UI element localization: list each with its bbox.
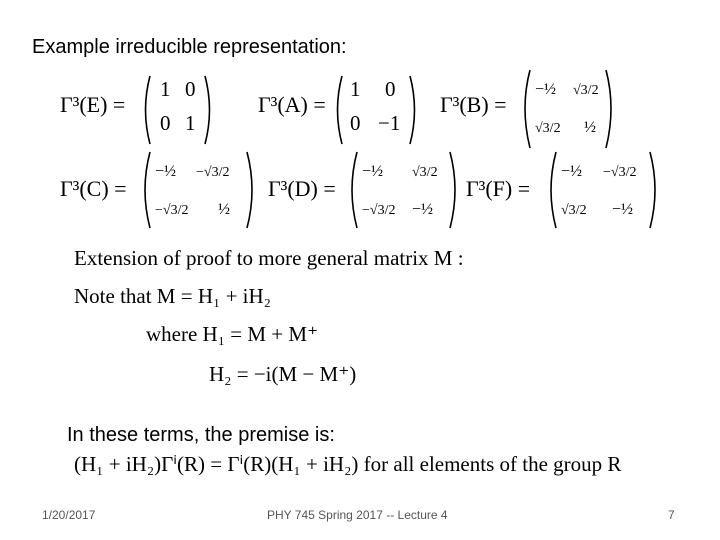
matrix-d-cell: −½: [412, 201, 434, 218]
matrix-c-label: Γ³(C) =: [60, 176, 127, 201]
matrix-c-cell: ½: [218, 201, 230, 218]
matrix-e-label: Γ³(E) =: [60, 92, 126, 117]
matrix-c: [60, 152, 252, 228]
matrix-a-cell: 0: [350, 111, 361, 135]
matrix-d: [268, 152, 455, 228]
matrix-c-cell: −√3/2: [155, 203, 189, 218]
bracket-left: [525, 70, 530, 148]
matrix-c-cell: −½: [155, 163, 177, 180]
bracket-right: [205, 76, 210, 144]
bracket-left: [145, 152, 150, 228]
matrix-e-cell: 1: [185, 111, 196, 135]
footer-page-number: 7: [668, 508, 675, 522]
matrix-f-cell: −½: [612, 201, 634, 218]
bracket-left: [146, 76, 151, 144]
matrix-f-cell: −½: [561, 163, 583, 180]
matrix-b-label: Γ³(B) =: [440, 92, 507, 117]
matrix-b-cell: ½: [584, 119, 596, 136]
matrix-figure: [0, 60, 720, 230]
matrix-a-cell: 0: [385, 77, 396, 101]
matrix-e-cell: 0: [185, 77, 196, 101]
matrix-f-cell: √3/2: [561, 203, 587, 218]
matrix-b-cell: −½: [535, 81, 557, 98]
bracket-left: [551, 152, 556, 228]
bracket-right: [650, 152, 655, 228]
matrix-c-cell: −√3/2: [196, 165, 230, 180]
matrix-e-cell: 0: [160, 111, 171, 135]
note-text: Note that M = H₁ + iH₂: [74, 284, 271, 308]
bracket-left: [338, 76, 343, 144]
matrix-a: [258, 76, 415, 144]
matrix-b-cell: √3/2: [535, 121, 561, 136]
h2-equation: H₂ = −i(M − M⁺): [209, 362, 357, 386]
matrix-e: [60, 76, 210, 144]
bracket-right: [450, 152, 455, 228]
matrix-a-cell: −1: [378, 111, 401, 135]
slide-heading: Example irreducible representation:: [32, 36, 347, 58]
matrix-d-cell: −√3/2: [362, 203, 396, 218]
where-text: where H₁ = M + M⁺: [146, 322, 319, 346]
matrix-f-cell: −√3/2: [603, 165, 637, 180]
footer-course: PHY 745 Spring 2017 -- Lecture 4: [267, 508, 448, 522]
matrix-f: [466, 152, 655, 228]
premise-label: In these terms, the premise is:: [67, 424, 335, 446]
bracket-right: [247, 152, 252, 228]
matrix-b-cell: √3/2: [573, 83, 599, 98]
matrix-d-label: Γ³(D) =: [268, 176, 336, 201]
matrix-a-cell: 1: [350, 77, 361, 101]
bracket-right: [410, 76, 415, 144]
matrix-f-label: Γ³(F) =: [466, 176, 531, 201]
premise-equation: (H₁ + iH₂)Γⁱ(R) = Γⁱ(R)(H₁ + iH₂) for all elements of the group R: [74, 452, 622, 476]
bracket-right: [606, 70, 611, 148]
matrix-a-label: Γ³(A) =: [258, 92, 326, 117]
matrix-d-cell: −½: [362, 163, 384, 180]
footer-date: 1/20/2017: [42, 508, 96, 522]
matrix-d-cell: √3/2: [412, 165, 438, 180]
bracket-left: [352, 152, 357, 228]
matrix-b: [440, 70, 611, 148]
extension-text: Extension of proof to more general matrix M :: [74, 246, 464, 270]
matrix-e-cell: 1: [160, 77, 171, 101]
